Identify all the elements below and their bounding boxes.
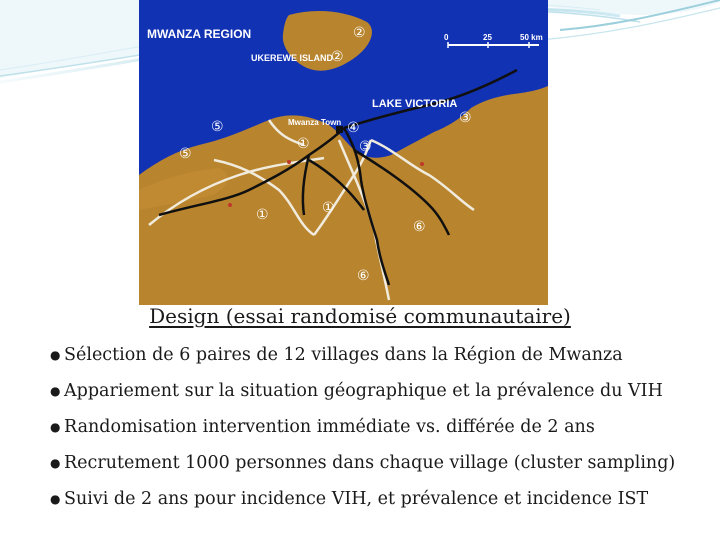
- village-marker: ④: [347, 120, 360, 136]
- village-dot: [287, 160, 291, 164]
- bullet-text: Randomisation intervention immédiate vs. différée de 2 ans: [64, 417, 595, 437]
- region-label: MWANZA REGION: [147, 27, 252, 41]
- village-marker: ⑥: [357, 268, 370, 284]
- bullet-icon: ●: [50, 420, 61, 434]
- village-marker: ⑥: [413, 219, 426, 235]
- lake-victoria-label: LAKE VICTORIA: [372, 98, 458, 110]
- village-marker: ①: [297, 136, 310, 152]
- slide-caption: Design (essai randomisé communautaire): [149, 304, 571, 328]
- bullet-item: [50, 484, 675, 520]
- mwanza-town-label: Mwanza Town: [288, 118, 342, 127]
- bullet-text: Appariement sur la situation géographique et la prévalence du VIH: [64, 381, 663, 401]
- bullet-text: Suivi de 2 ans pour incidence VIH, et prévalence et incidence IST: [64, 489, 649, 509]
- village-dot: [420, 162, 424, 166]
- village-marker: ③: [359, 139, 372, 155]
- bullet-icon: ●: [50, 492, 61, 506]
- bullet-icon: ●: [50, 348, 61, 362]
- bullet-icon: ●: [50, 456, 61, 470]
- scale-tick-50: 50 km: [520, 33, 543, 42]
- village-dot: [228, 203, 232, 207]
- ukerewe-label: UKEREWE ISLAND: [251, 53, 334, 63]
- bullet-icon: ●: [50, 384, 61, 398]
- bullet-item: [50, 412, 675, 448]
- village-marker: ②: [331, 49, 344, 65]
- village-marker: ⑤: [211, 119, 224, 135]
- mwanza-town-marker: [336, 126, 343, 133]
- scale-tick-0: 0: [444, 33, 449, 42]
- village-marker: ②: [353, 25, 366, 41]
- bullet-item: [50, 340, 675, 376]
- scale-tick-25: 25: [483, 33, 492, 42]
- bullet-text: Sélection de 6 paires de 12 villages dans la Région de Mwanza: [64, 345, 623, 365]
- village-marker: ①: [322, 200, 335, 216]
- village-marker: ①: [256, 207, 269, 223]
- village-marker: ⑤: [179, 146, 192, 162]
- bullet-item: [50, 376, 675, 412]
- village-marker: ③: [459, 110, 472, 126]
- mwanza-region-map: [139, 0, 548, 305]
- bullet-text: Recrutement 1000 personnes dans chaque village (cluster sampling): [64, 453, 676, 473]
- bullet-list: [50, 340, 675, 520]
- bullet-item: [50, 448, 675, 484]
